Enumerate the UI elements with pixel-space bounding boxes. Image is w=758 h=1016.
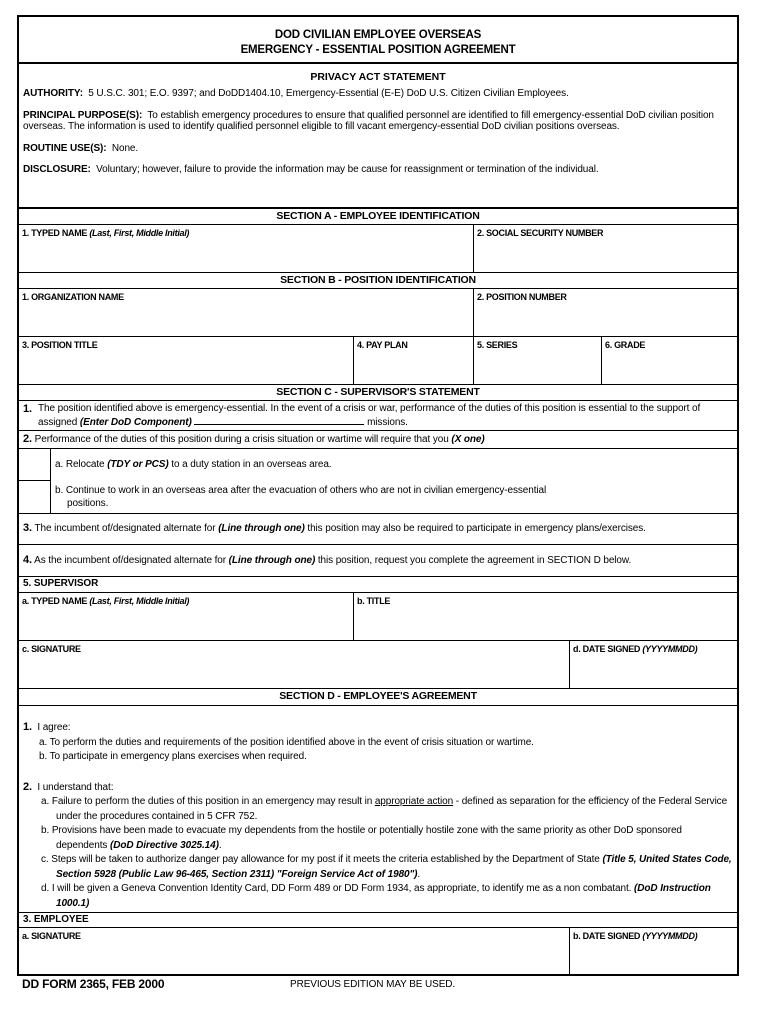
position-number-field[interactable] (474, 289, 737, 337)
section-d-heading: SECTION D - EMPLOYEE'S AGREEMENT (19, 689, 737, 706)
item-4-pre: As the incumbent of/designated alternate for (34, 555, 226, 566)
typed-name-label: 1. TYPED NAME (Last, First, Middle Initial) (22, 228, 190, 238)
authority-label: AUTHORITY: (23, 88, 83, 99)
purpose-label: PRINCIPAL PURPOSE(S): (23, 109, 143, 121)
section-a-heading: SECTION A - EMPLOYEE IDENTIFICATION (19, 209, 737, 225)
disclosure-label: DISCLOSURE: (23, 164, 91, 175)
agree-item-2a: a. Failure to perform the duties of this position in an emergency may result in appropriate action - defined as separation for the efficiency of the Federal Service under the procedures contained in 5 CFR 752. (41, 796, 728, 822)
series-label: 5. SERIES (477, 340, 518, 350)
supervisor-name-field[interactable] (19, 593, 354, 641)
item-1-number: 1. (23, 403, 32, 415)
dd-form-2365 (17, 15, 739, 976)
item-3-emphasis[interactable]: (Line through one) (218, 523, 305, 534)
organization-name-field[interactable] (19, 289, 474, 337)
option-a-text: a. Relocate (TDY or PCS) to a duty station in an overseas area. (55, 459, 332, 470)
employee-agreement-text (19, 706, 737, 913)
section-c-heading: SECTION C - SUPERVISOR'S STATEMENT (19, 385, 737, 401)
section-b-heading: SECTION B - POSITION IDENTIFICATION (19, 273, 737, 289)
disclosure-paragraph (23, 164, 733, 176)
supervisor-date-label: d. DATE SIGNED (YYYYMMDD) (573, 644, 698, 654)
supervisor-title-field[interactable] (354, 593, 737, 641)
privacy-heading: PRIVACY ACT STATEMENT (310, 71, 446, 83)
item-1-emphasis: (Enter DoD Component) (79, 416, 192, 428)
item-3-number: 3. (23, 522, 32, 534)
supervisor-label: 5. SUPERVISOR (23, 578, 99, 589)
item-2-text: Performance of the duties of this position during a crisis situation or wartime will require that you (34, 434, 449, 445)
supervisor-name-label: a. TYPED NAME (Last, First, Middle Initial) (22, 596, 190, 606)
section-c-item-2 (19, 431, 737, 449)
section-c-item-4 (19, 545, 737, 577)
employee-date-field[interactable] (570, 928, 737, 974)
employee-signature-label: a. SIGNATURE (22, 931, 81, 941)
option-b-text (55, 485, 546, 510)
supervisor-signature-label: c. SIGNATURE (22, 644, 81, 654)
purpose-text: To establish emergency procedures to ensure that qualified personnel are identified to fill emergency-essential DoD civilian position overseas. The information is used to identify qualified personnel eligible to fill vacant emergency-essential DoD civilian positions overseas. (23, 109, 714, 132)
option-b-line-2: positions. (67, 497, 109, 509)
relocate-checkbox[interactable] (19, 449, 51, 481)
grade-field[interactable] (602, 337, 737, 385)
purpose-paragraph (23, 110, 733, 133)
employee-label: 3. EMPLOYEE (23, 914, 89, 925)
supervisor-date-field[interactable] (570, 641, 737, 689)
authority-paragraph (23, 88, 733, 100)
item-2-number: 2. (23, 433, 32, 445)
item-3-pre: The incumbent of/designated alternate for (34, 523, 216, 534)
position-number-label: 2. POSITION NUMBER (477, 292, 567, 302)
employee-date-label: b. DATE SIGNED (YYYYMMDD) (573, 931, 698, 941)
typed-name-field[interactable] (19, 225, 474, 273)
supervisor-title-label: b. TITLE (357, 596, 391, 606)
item-2-emphasis: (X one) (451, 434, 485, 445)
dod-component-blank[interactable] (194, 416, 364, 425)
routine-text: None. (111, 142, 139, 154)
item-3-post: this position may also be required to participate in emergency plans/exercises. (307, 523, 646, 534)
series-field[interactable] (474, 337, 602, 385)
agree-item-1b: b. To participate in emergency plans exercises when required. (39, 751, 307, 762)
privacy-act-statement (19, 64, 737, 209)
agree-item-2c: c. Steps will be taken to authorize danger pay allowance for my post if it meets the criteria established by the Department of State (Title 5, United States Code, Section 5928 (Public Law 96-465, Section 2311) "Foreign Service Act of 1980"). (41, 854, 732, 880)
edition-note: PREVIOUS EDITION MAY BE USED. (290, 979, 456, 990)
title-line-2: EMERGENCY - ESSENTIAL POSITION AGREEMENT (240, 44, 516, 56)
ssn-field[interactable] (474, 225, 737, 273)
continue-work-checkbox[interactable] (19, 481, 51, 513)
item-4-emphasis[interactable]: (Line through one) (228, 555, 316, 566)
option-b-line-1: b. Continue to work in an overseas area after the evacuation of others who are not in civilian emergency-essential (55, 485, 547, 496)
ssn-label: 2. SOCIAL SECURITY NUMBER (477, 228, 604, 238)
item-1-text: The position identified above is emergency-essential. In the event of a crisis or war, performance of the duties of this position is essential to the support of assigned (38, 403, 701, 428)
agree-item-1a: a. To perform the duties and requirements of the position identified above in the event of crisis situation or wartime. (39, 736, 534, 748)
section-c-item-3 (19, 513, 737, 545)
title-line-1: DOD CIVILIAN EMPLOYEE OVERSEAS (274, 29, 482, 41)
agree-item-2d: d. I will be given a Geneva Convention Identity Card, DD Form 489 or DD Form 1934, as appropriate, to identify me as a non combatant. (DoD Instruction 1000.1) (41, 883, 711, 909)
routine-label: ROUTINE USE(S): (23, 142, 107, 154)
employee-signature-field[interactable] (19, 928, 570, 974)
organization-name-label: 1. ORGANIZATION NAME (22, 292, 124, 302)
pay-plan-label: 4. PAY PLAN (357, 340, 408, 350)
pay-plan-field[interactable] (354, 337, 474, 385)
item-4-number: 4. (23, 554, 32, 566)
form-identifier: DD FORM 2365, FEB 2000 (22, 977, 165, 991)
supervisor-signature-field[interactable] (19, 641, 570, 689)
item-4-post: this position, request you complete the agreement in SECTION D below. (317, 555, 632, 566)
agree-item-1: 1. I agree: (23, 721, 71, 733)
employee-heading (19, 913, 737, 928)
agree-item-2b: b. Provisions have been made to evacuate my dependents from the hostile or potentially hostile zone with the same priority as other DoD sponsored dependents (DoD Directive 3025.14). (41, 825, 682, 851)
position-title-field[interactable] (19, 337, 354, 385)
disclosure-text: Voluntary; however, failure to provide the information may be cause for reassignment or termination of the individual. (96, 164, 599, 175)
supervisor-heading (19, 577, 737, 593)
section-c-item-1 (19, 401, 737, 431)
form-title (19, 17, 737, 64)
position-title-label: 3. POSITION TITLE (22, 340, 98, 350)
item-1-end: missions. (367, 416, 408, 428)
authority-text: 5 U.S.C. 301; E.O. 9397; and DoDD1404.10, Emergency-Essential (E-E) DoD U.S. Citizen Civilian Employees. (88, 88, 569, 99)
agree-item-2: 2. I understand that: (23, 780, 114, 793)
grade-label: 6. GRADE (605, 340, 646, 350)
routine-use-paragraph (23, 143, 733, 155)
